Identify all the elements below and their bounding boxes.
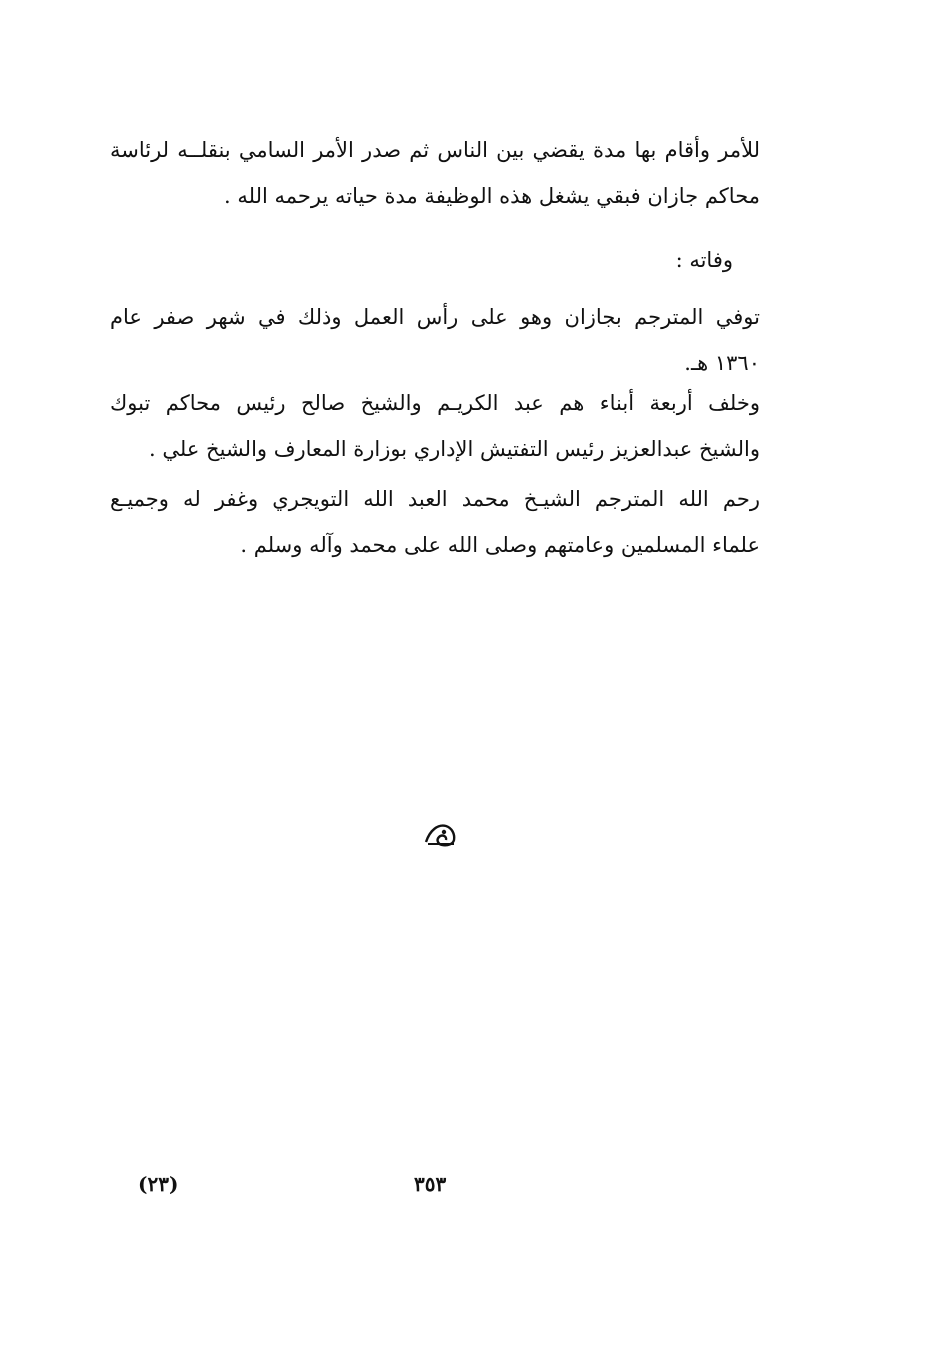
page-number: ٣٥٣ bbox=[414, 1172, 447, 1196]
paragraph-4-line-1: رحم الله المترجم الشيـخ محمد العبد الله التويجري وغفر له وجميـع bbox=[110, 487, 760, 511]
section-heading: وفاته : bbox=[675, 248, 733, 272]
paragraph-2 bbox=[110, 294, 760, 386]
paragraph-1-line-1: للأمر وأقام بها مدة يقضي بين الناس ثم صدر الأمر السامي بنقلــه لرئاسة bbox=[110, 138, 760, 162]
paragraph-2-line-2: ١٣٦٠ هـ. bbox=[684, 351, 760, 375]
paragraph-3-line-1: وخلف أربعة أبناء هم عبد الكريـم والشيخ صالح رئيس محاكم تبوك bbox=[110, 391, 760, 415]
paragraph-3-line-2: والشيخ عبدالعزيز رئيس التفتيش الإداري بوزارة المعارف والشيخ علي . bbox=[149, 437, 760, 461]
end-ornament-icon bbox=[424, 822, 458, 848]
paragraph-4 bbox=[110, 476, 760, 568]
paragraph-1 bbox=[110, 127, 760, 219]
paragraph-1-line-2: محاكم جازان فبقي يشغل هذه الوظيفة مدة حياته يرحمه الله . bbox=[224, 184, 760, 208]
footer-section-number: (٢٣) bbox=[138, 1172, 179, 1196]
paragraph-4-line-2: علماء المسلمين وعامتهم وصلى الله على محمد وآله وسلم . bbox=[240, 533, 760, 557]
paragraph-3 bbox=[110, 380, 760, 472]
paragraph-2-line-1: توفي المترجم بجازان وهو على رأس العمل وذلك في شهر صفر عام bbox=[110, 305, 760, 329]
